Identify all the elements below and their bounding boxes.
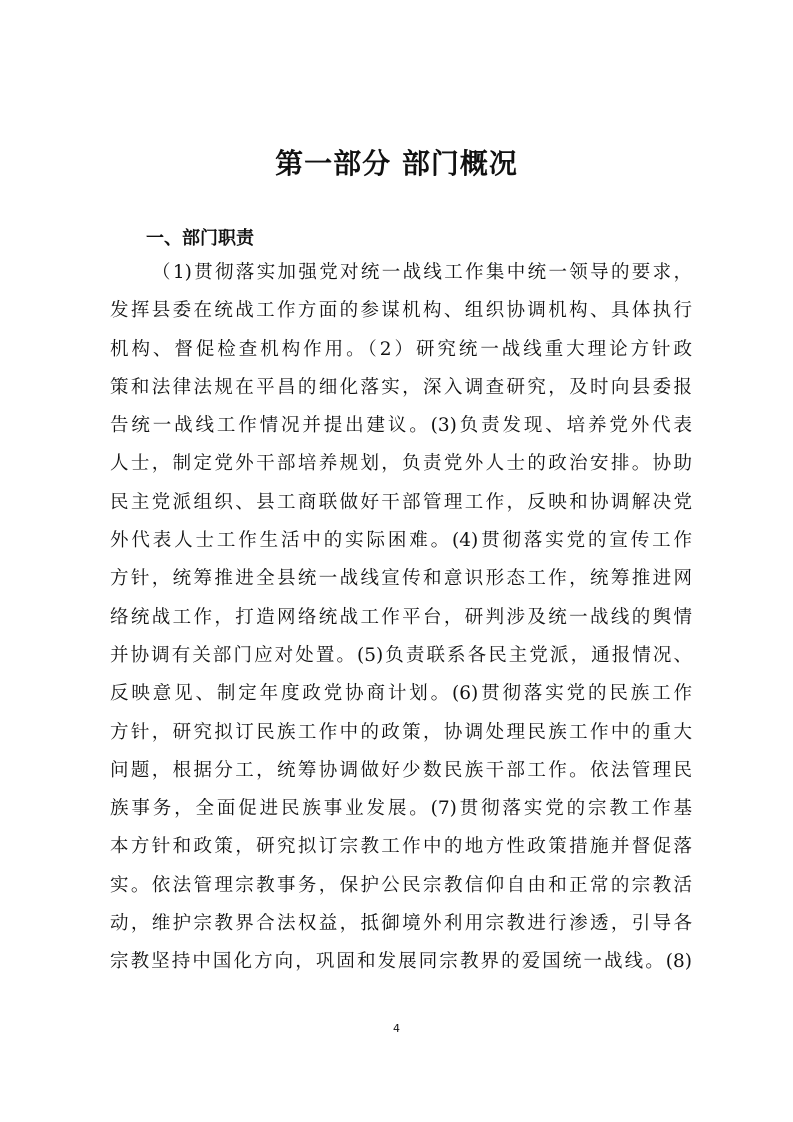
body-line: 本方针和政策，研究拟订宗教工作中的地方性政策措施并督促落 [110,836,692,858]
body-line: 反映意见、制定年度政党协商计划。(6)贯彻落实党的民族工作 [110,683,692,705]
body-line: 络统战工作，打造网络统战工作平台，研判涉及统一战线的舆情 [110,606,692,628]
body-text [110,254,692,982]
body-line: 机构、督促检查机构作用。（2）研究统一战线重大理论方针政 [110,338,692,360]
section-heading: 一、部门职责 [146,228,254,249]
body-line: 宗教坚持中国化方向，巩固和发展同宗教界的爱国统一战线。(8) [110,951,692,973]
body-line: 外代表人士工作生活中的实际困难。(4)贯彻落实党的宣传工作 [110,530,692,552]
body-line: 并协调有关部门应对处置。(5)负责联系各民主党派，通报情况、 [110,644,692,666]
body-line: 问题，根据分工，统筹协调做好少数民族干部工作。依法管理民 [110,759,692,781]
body-line: 策和法律法规在平昌的细化落实，深入调查研究，及时向县委报 [110,376,692,398]
body-line: （1)贯彻落实加强党对统一战线工作集中统一领导的要求， [152,262,692,283]
body-line: 族事务，全面促进民族事业发展。(7)贯彻落实党的宗教工作基 [110,798,692,820]
body-line: 实。依法管理宗教事务，保护公民宗教信仰自由和正常的宗教活 [110,874,692,896]
body-line: 人士，制定党外干部培养规划，负责党外人士的政治安排。协助 [110,453,692,475]
body-line: 告统一战线工作情况并提出建议。(3)负责发现、培养党外代表 [110,415,692,437]
body-line: 方针，研究拟订民族工作中的政策，协调处理民族工作中的重大 [110,721,692,743]
body-line: 发挥县委在统战工作方面的参谋机构、组织协调机构、具体执行 [110,300,692,322]
page-title: 第一部分 部门概况 [275,147,518,180]
body-line: 方针，统筹推进全县统一战线宣传和意识形态工作，统筹推进网 [110,568,692,590]
page-number: 4 [393,1022,400,1035]
body-line: 民主党派组织、县工商联做好干部管理工作，反映和协调解决党 [110,491,692,513]
body-line: 动，维护宗教界合法权益，抵御境外利用宗教进行渗透，引导各 [110,913,692,935]
